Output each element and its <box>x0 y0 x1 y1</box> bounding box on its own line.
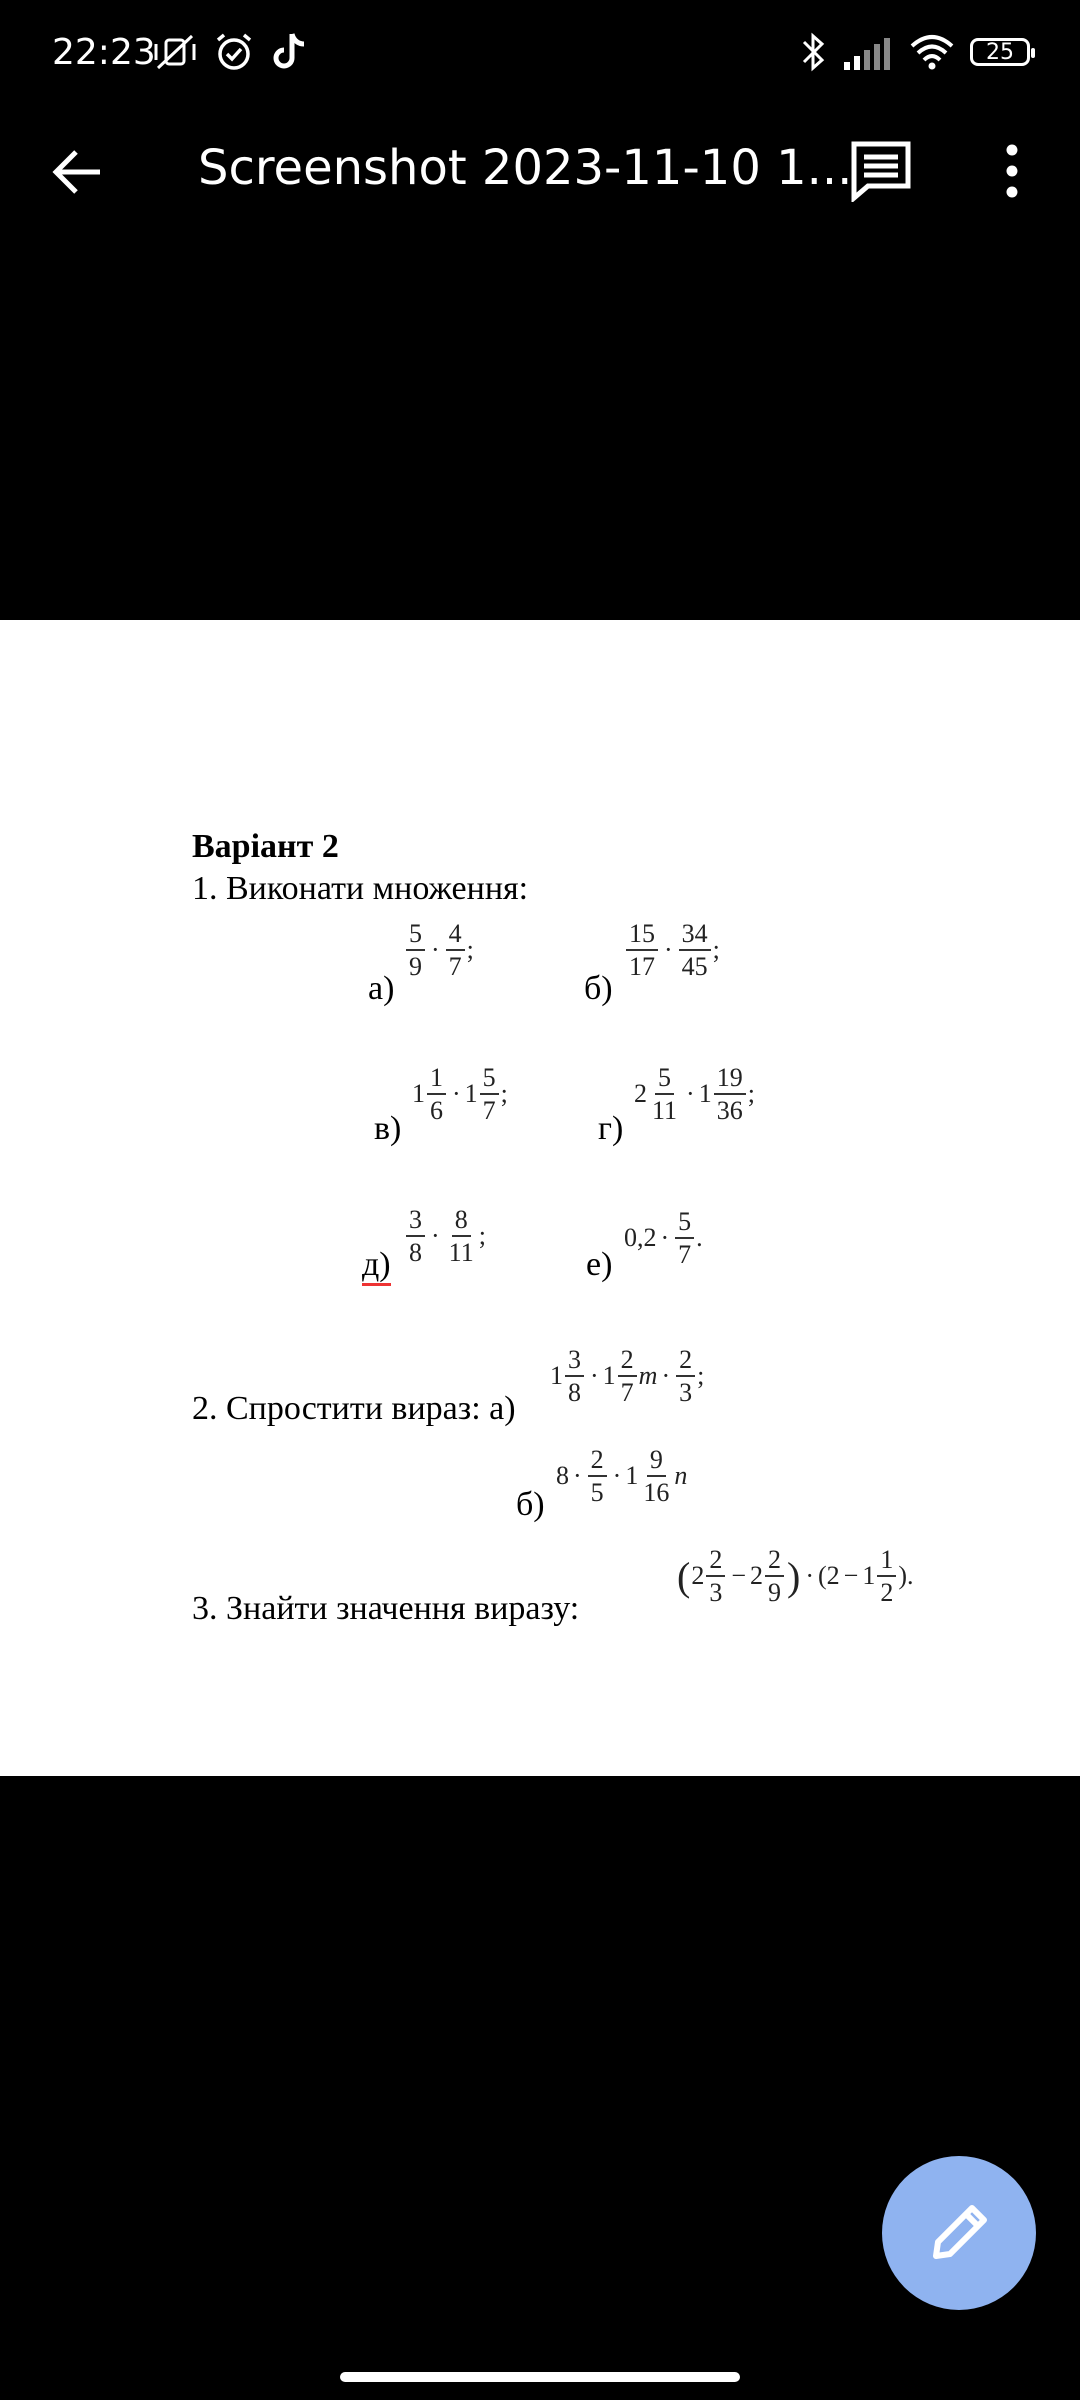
fraction: $\frac{2}{9}$ <box>765 1546 784 1607</box>
task3-expression: ( 2 $\frac{2}{3}$ − 2 $\frac{2}{9}$ ) · (2 − 1 $\frac{1}{2}$ ). <box>677 1545 914 1608</box>
fraction: $\frac{5}{7}$ <box>480 1064 499 1125</box>
signal-icon <box>842 32 894 72</box>
fraction: $\frac{34}{45}$ <box>679 920 711 981</box>
fraction: $\frac{1}{6}$ <box>427 1064 446 1125</box>
task3-label: 3. Знайти значення виразу: <box>192 1590 580 1627</box>
task1-d-expression: 2 $\frac{5}{11}$ · 1 $\frac{19}{36}$ ; <box>634 1063 755 1126</box>
task1-f-expression: 0,2 · $\frac{5}{7}$ . <box>624 1207 703 1270</box>
edit-button[interactable] <box>882 2156 1036 2310</box>
task1-a-expression: $\frac{5}{9}$ · $\frac{4}{7}$ ; <box>404 920 474 981</box>
fraction: $\frac{3}{8}$ <box>565 1346 584 1407</box>
battery-indicator <box>970 38 1030 66</box>
fraction: $\frac{1}{2}$ <box>877 1546 896 1607</box>
task1-a-label: а) <box>368 970 395 1007</box>
comment-icon[interactable] <box>850 140 912 202</box>
task1-d-label: г) <box>598 1110 624 1147</box>
fraction: $\frac{19}{36}$ <box>714 1064 746 1125</box>
fraction: $\frac{4}{7}$ <box>446 920 465 981</box>
alarm-icon <box>212 30 256 74</box>
task2-b-expression: 8 · $\frac{2}{5}$ · 1 $\frac{9}{16}$ n <box>556 1445 688 1508</box>
task1-b-expression: $\frac{15}{17}$ · $\frac{34}{45}$ ; <box>624 920 720 981</box>
fraction: $\frac{2}{5}$ <box>588 1446 607 1507</box>
variant-heading: Варіант 2 <box>192 828 339 865</box>
status-icons-right <box>798 30 1030 74</box>
task1-b-label: б) <box>584 970 613 1007</box>
spellcheck-underline: д) <box>362 1246 391 1286</box>
home-indicator[interactable] <box>340 2372 740 2382</box>
task1-e-label <box>362 1246 391 1284</box>
fraction: $\frac{2}{7}$ <box>618 1346 637 1407</box>
document-page <box>0 620 1080 1776</box>
app-bar <box>0 110 1080 230</box>
task2-label: 2. Спростити вираз: а) <box>192 1390 516 1427</box>
task1-f-label: е) <box>586 1246 613 1283</box>
fraction: $\frac{5}{9}$ <box>406 920 425 981</box>
fraction: $\frac{2}{3}$ <box>676 1346 695 1407</box>
fraction: $\frac{2}{3}$ <box>706 1546 725 1607</box>
status-bar <box>0 0 1080 110</box>
task2-b-label: б) <box>516 1486 545 1523</box>
task2-a-expression: 1 $\frac{3}{8}$ · 1 $\frac{2}{7}$ m · $\frac{2}{3}$ ; <box>550 1345 705 1408</box>
fraction: $\frac{5}{11}$ <box>652 1063 678 1126</box>
wifi-icon <box>908 32 956 72</box>
fraction: $\frac{15}{17}$ <box>626 920 658 981</box>
status-icons-left <box>152 30 310 74</box>
bluetooth-icon <box>798 30 828 74</box>
task1-c-expression: 1 $\frac{1}{6}$ · 1 $\frac{5}{7}$ ; <box>412 1063 508 1126</box>
fraction: $\frac{3}{8}$ <box>406 1206 425 1267</box>
fraction: $\frac{5}{7}$ <box>675 1208 694 1269</box>
tiktok-icon <box>270 30 310 74</box>
edit-pencil-icon <box>882 2156 1036 2310</box>
task1-c-label: в) <box>374 1110 402 1147</box>
task1-e-expression: $\frac{3}{8}$ · $\frac{8}{11}$ ; <box>404 1206 486 1267</box>
muted-vibrate-icon <box>152 30 198 74</box>
battery-level: 25 <box>986 39 1014 65</box>
task1-label: 1. Виконати множення: <box>192 870 529 907</box>
back-arrow-icon[interactable] <box>48 142 108 202</box>
status-time: 22:23 <box>52 32 156 73</box>
more-vert-icon[interactable] <box>990 140 1034 202</box>
app-bar-title: Screenshot 2023-11-10 1... <box>198 140 853 196</box>
fraction: $\frac{9}{16}$ <box>643 1445 670 1508</box>
fraction: $\frac{8}{11}$ <box>448 1205 474 1268</box>
